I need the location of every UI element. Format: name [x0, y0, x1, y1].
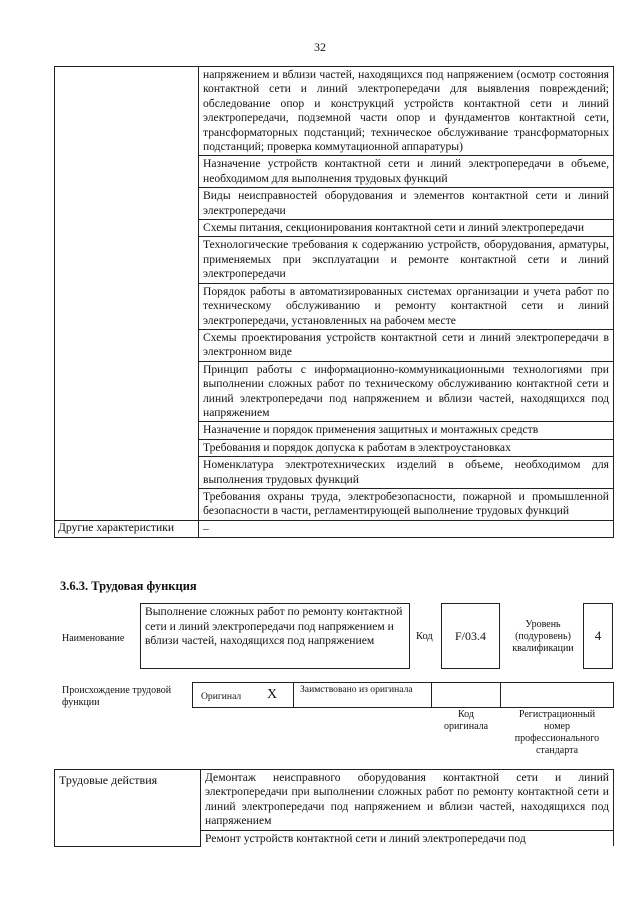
knowledge-item: Номенклатура электротехнических изделий в объеме, необходимом для выполнения трудовых функций: [199, 457, 614, 489]
action-item: Ремонт устройств контактной сети и линий электропередачи под: [205, 831, 526, 845]
origin-label: Происхождение трудовой функции: [62, 685, 172, 708]
name-label: Наименование: [62, 633, 125, 644]
origin-code-caption: Код оригинала: [443, 709, 489, 732]
registration-cell: [500, 682, 614, 708]
knowledge-item: Порядок работы в автоматизированных системах организации и учета работ по техническому обслуживанию и ремонту контактной сети и линий электропередачи, установленных на рабочем месте: [199, 283, 614, 329]
actions-label: Трудовые действия: [55, 770, 201, 847]
knowledge-item: Требования охраны труда, электробезопасности, пожарной и промышленной безопасности в части, регламентирующей выполнение трудовых функций: [199, 488, 614, 520]
knowledge-item: Схемы проектирования устройств контактной сети и линий электропередачи в электронном виде: [199, 329, 614, 361]
original-cell: [192, 682, 294, 708]
borrowed-label: Заимствовано из оригинала: [300, 684, 413, 695]
original-mark: X: [267, 687, 278, 702]
knowledge-item: Назначение и порядок применения защитных и монтажных средств: [199, 422, 614, 439]
table-row: [55, 520, 614, 537]
knowledge-item: Требования и порядок допуска к работам в электроустановках: [199, 439, 614, 456]
knowledge-item: Назначение устройств контактной сети и линий электропередачи в объеме, необходимом для выполнения трудовых функций: [199, 156, 614, 188]
origin-code-cell: [431, 682, 501, 708]
knowledge-item: Виды неисправностей оборудования и элементов контактной сети и линий электропередачи: [199, 188, 614, 220]
knowledge-label-cell: [55, 67, 199, 521]
action-item-truncated: [201, 830, 614, 846]
section-heading: 3.6.3. Трудовая функция: [60, 579, 197, 593]
function-name-box: [140, 603, 410, 669]
actions-table: [54, 769, 614, 847]
level-value: 4: [594, 628, 602, 643]
knowledge-continuation: напряжением и вблизи частей, находящихся под напряжением (осмотр состояния контактной сети и линий электропередачи для выявления повреждений; обследование опор и конструкций устройств контактной сети и линий электропередачи, подземной части опор и фундаментов контактной сети, трансформаторных подстанций; техническое обслуживание трансформаторных подстанций; проверка коммутационной аппаратуры): [199, 67, 614, 156]
level-label: Уровень (подуровень) квалификации: [512, 619, 574, 654]
original-label: Оригинал: [201, 691, 242, 702]
code-box: [441, 603, 500, 669]
other-characteristics-value: –: [199, 520, 614, 537]
other-characteristics-label: Другие характеристики: [55, 520, 199, 537]
knowledge-item: Технологические требования к содержанию устройств, оборудования, арматуры, применяемых при эксплуатации и ремонте контактной сети и линий электропередачи: [199, 237, 614, 283]
table-row: [55, 770, 614, 831]
knowledge-item: Схемы питания, секционирования контактной сети и линий электропередачи: [199, 220, 614, 237]
borrowed-cell: [293, 682, 432, 708]
code-label: Код: [416, 631, 433, 642]
action-item: Демонтаж неисправного оборудования контактной сети и линий электропередачи при выполнении сложных работ по ремонту контактной сети и линий электропередачи под напряжением и вблизи частей, находящихся под напряжением: [201, 770, 614, 831]
table-row: [55, 67, 614, 156]
registration-caption: Регистрационный номер профессионального стандарта: [514, 709, 600, 756]
level-box: [583, 603, 613, 669]
function-name-value: Выполнение сложных работ по ремонту контактной сети и линий электропередачи под напряжением и вблизи частей, находящихся под напряжением: [145, 605, 403, 647]
page-number: 32: [314, 40, 326, 54]
code-value: F/03.4: [454, 628, 486, 643]
knowledge-table: [54, 66, 614, 538]
knowledge-item: Принцип работы с информационно-коммуникационными технологиями при выполнении сложных работ по техническому обслуживанию контактной сети и линий электропередачи под напряжением и вблизи частей, находящихся под напряжением: [199, 361, 614, 422]
